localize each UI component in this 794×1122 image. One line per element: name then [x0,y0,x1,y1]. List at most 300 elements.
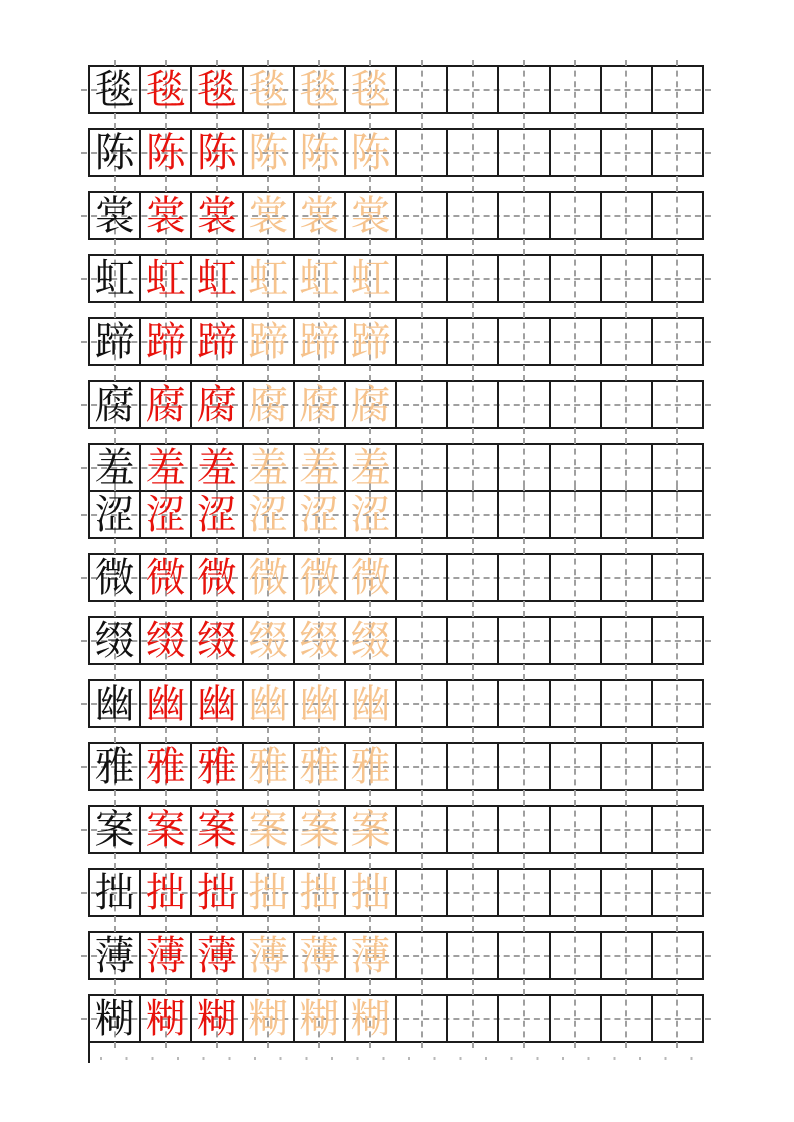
empty-cell [551,130,602,175]
practice-row [88,679,704,728]
model-cell [90,492,141,537]
empty-cell [397,492,448,537]
model-character: 虹 [94,255,135,302]
red-cell [141,492,192,537]
empty-cell [397,933,448,978]
trace-cell [295,744,346,789]
model-cell [90,382,141,427]
model-cell [90,681,141,726]
trace-cell [346,130,397,175]
red-character: 案 [196,806,237,853]
empty-cell [448,492,499,537]
practice-row [88,65,704,114]
trace-cell [244,256,295,301]
empty-cell [397,256,448,301]
practice-row [88,742,704,791]
practice-row [88,805,704,854]
trace-character: 涩 [350,491,391,538]
empty-cell [499,492,550,537]
red-cell [141,382,192,427]
empty-cell [397,193,448,238]
empty-cell [397,130,448,175]
empty-cell [653,870,702,915]
empty-cell [397,555,448,600]
trace-character: 蹄 [248,318,289,365]
trace-cell [346,382,397,427]
trace-character: 案 [248,806,289,853]
empty-cell [551,555,602,600]
trace-character: 毯 [350,66,391,113]
trace-cell [244,445,295,490]
trace-cell [295,555,346,600]
empty-cell [551,807,602,852]
trace-character: 拙 [350,869,391,916]
red-cell [141,193,192,238]
trace-cell [244,807,295,852]
empty-cell [499,996,550,1041]
red-cell [141,996,192,1041]
empty-cell [653,933,702,978]
red-character: 涩 [196,491,237,538]
trace-character: 案 [299,806,340,853]
red-character: 微 [196,554,237,601]
practice-row [88,443,704,492]
empty-cell [602,492,653,537]
trace-cell [244,555,295,600]
empty-cell [448,555,499,600]
red-character: 幽 [196,680,237,727]
empty-cell [653,492,702,537]
practice-row [88,254,704,303]
red-character: 拙 [196,869,237,916]
empty-cell [602,193,653,238]
empty-cell [448,996,499,1041]
practice-grid [88,65,704,1057]
empty-cell [551,193,602,238]
red-character: 案 [145,806,186,853]
trace-character: 拙 [299,869,340,916]
trace-cell [244,870,295,915]
model-character: 拙 [94,869,135,916]
trace-character: 陈 [299,129,340,176]
model-cell [90,555,141,600]
empty-cell [551,492,602,537]
empty-cell [551,996,602,1041]
trace-character: 涩 [248,491,289,538]
trace-character: 毯 [299,66,340,113]
red-character: 雅 [196,743,237,790]
empty-cell [653,256,702,301]
red-cell [141,555,192,600]
trace-character: 虹 [299,255,340,302]
empty-cell [602,445,653,490]
red-character: 蹄 [145,318,186,365]
empty-cell [397,618,448,663]
trace-character: 虹 [248,255,289,302]
empty-cell [602,681,653,726]
empty-cell [499,933,550,978]
trace-character: 蹄 [299,318,340,365]
red-cell [192,618,243,663]
red-cell [141,67,192,112]
empty-cell [653,555,702,600]
red-cell [141,319,192,364]
trace-character: 薄 [248,932,289,979]
empty-cell [551,744,602,789]
empty-cell [602,555,653,600]
trace-cell [346,319,397,364]
trace-character: 裳 [350,192,391,239]
practice-row [88,616,704,665]
red-cell [192,681,243,726]
empty-cell [397,807,448,852]
red-cell [141,256,192,301]
red-cell [192,193,243,238]
trace-character: 糊 [299,995,340,1042]
empty-cell [499,193,550,238]
red-cell [192,445,243,490]
trace-character: 糊 [248,995,289,1042]
trace-character: 微 [248,554,289,601]
trace-character: 雅 [350,743,391,790]
trace-cell [346,256,397,301]
empty-cell [499,744,550,789]
empty-cell [653,681,702,726]
empty-cell [653,445,702,490]
red-cell [192,996,243,1041]
trace-character: 雅 [248,743,289,790]
trace-cell [295,193,346,238]
empty-cell [448,807,499,852]
trace-character: 糊 [350,995,391,1042]
practice-row [88,490,704,539]
red-character: 腐 [196,381,237,428]
trace-cell [244,130,295,175]
trace-character: 裳 [248,192,289,239]
red-cell [141,933,192,978]
trace-cell [346,870,397,915]
trace-character: 腐 [350,381,391,428]
trace-cell [295,382,346,427]
empty-cell [397,681,448,726]
empty-cell [602,130,653,175]
trace-character: 微 [350,554,391,601]
red-cell [141,870,192,915]
empty-cell [551,67,602,112]
red-cell [141,807,192,852]
red-cell [192,130,243,175]
model-cell [90,933,141,978]
empty-cell [653,193,702,238]
empty-cell [602,382,653,427]
empty-cell [551,319,602,364]
empty-cell [448,319,499,364]
empty-cell [602,870,653,915]
practice-row [88,868,704,917]
empty-cell [448,193,499,238]
red-character: 缀 [196,617,237,664]
empty-cell [653,130,702,175]
trace-cell [346,744,397,789]
trace-cell [346,996,397,1041]
empty-cell [448,256,499,301]
empty-cell [602,933,653,978]
red-character: 陈 [145,129,186,176]
red-character: 薄 [196,932,237,979]
model-cell [90,744,141,789]
red-character: 裳 [196,192,237,239]
red-cell [192,870,243,915]
empty-cell [448,618,499,663]
empty-cell [551,870,602,915]
empty-cell [551,256,602,301]
trace-character: 缀 [299,617,340,664]
empty-cell [602,67,653,112]
trace-character: 幽 [248,680,289,727]
red-cell [141,130,192,175]
trace-character: 幽 [350,680,391,727]
empty-cell [499,445,550,490]
empty-cell [602,807,653,852]
red-character: 虹 [196,255,237,302]
trace-cell [244,492,295,537]
trace-cell [244,618,295,663]
model-character: 蹄 [94,318,135,365]
trace-character: 腐 [299,381,340,428]
empty-cell [499,130,550,175]
red-cell [192,744,243,789]
trace-cell [244,193,295,238]
trace-cell [295,445,346,490]
model-cell [90,67,141,112]
empty-cell [499,618,550,663]
trace-cell [346,933,397,978]
model-cell [90,130,141,175]
trace-character: 陈 [350,129,391,176]
trace-character: 拙 [248,869,289,916]
empty-cell [551,445,602,490]
model-cell [90,870,141,915]
empty-cell [448,67,499,112]
model-cell [90,445,141,490]
empty-cell [499,319,550,364]
practice-row [88,191,704,240]
practice-row [88,380,704,429]
empty-cell [499,681,550,726]
cutoff-row-guide-ticks [88,1057,704,1060]
trace-character: 裳 [299,192,340,239]
empty-cell [397,67,448,112]
trace-cell [295,67,346,112]
empty-cell [448,445,499,490]
trace-character: 幽 [299,680,340,727]
model-character: 腐 [94,381,135,428]
trace-character: 涩 [299,491,340,538]
red-character: 拙 [145,869,186,916]
practice-row [88,128,704,177]
model-character: 薄 [94,932,135,979]
empty-cell [397,382,448,427]
red-cell [192,67,243,112]
red-character: 蹄 [196,318,237,365]
red-character: 羞 [145,444,186,491]
trace-character: 羞 [299,444,340,491]
trace-cell [346,807,397,852]
red-character: 涩 [145,491,186,538]
trace-cell [244,382,295,427]
empty-cell [499,67,550,112]
red-character: 缀 [145,617,186,664]
empty-cell [602,996,653,1041]
trace-cell [295,996,346,1041]
empty-cell [602,618,653,663]
red-cell [141,744,192,789]
trace-cell [244,319,295,364]
trace-character: 雅 [299,743,340,790]
empty-cell [499,256,550,301]
red-character: 裳 [145,192,186,239]
model-cell [90,618,141,663]
empty-cell [448,870,499,915]
trace-character: 缀 [350,617,391,664]
model-cell [90,996,141,1041]
trace-character: 薄 [299,932,340,979]
red-character: 幽 [145,680,186,727]
empty-cell [499,807,550,852]
model-character: 陈 [94,129,135,176]
empty-cell [397,744,448,789]
empty-cell [653,807,702,852]
model-cell [90,193,141,238]
empty-cell [448,681,499,726]
empty-cell [653,67,702,112]
trace-cell [295,492,346,537]
trace-cell [244,681,295,726]
model-character: 微 [94,554,135,601]
practice-row [88,994,704,1043]
model-character: 幽 [94,680,135,727]
practice-row [88,317,704,366]
red-cell [192,555,243,600]
trace-cell [295,130,346,175]
red-cell [141,445,192,490]
trace-character: 羞 [248,444,289,491]
trace-character: 毯 [248,66,289,113]
red-character: 糊 [145,995,186,1042]
red-cell [192,382,243,427]
empty-cell [397,870,448,915]
trace-character: 陈 [248,129,289,176]
practice-row [88,931,704,980]
empty-cell [448,933,499,978]
red-character: 羞 [196,444,237,491]
trace-cell [346,555,397,600]
empty-cell [499,555,550,600]
model-character: 雅 [94,743,135,790]
trace-character: 腐 [248,381,289,428]
red-character: 雅 [145,743,186,790]
trace-cell [346,193,397,238]
red-character: 毯 [145,66,186,113]
model-character: 毯 [94,66,135,113]
trace-cell [295,256,346,301]
red-character: 陈 [196,129,237,176]
model-character: 羞 [94,444,135,491]
model-character: 涩 [94,491,135,538]
model-cell [90,807,141,852]
empty-cell [499,382,550,427]
trace-character: 薄 [350,932,391,979]
practice-row [88,553,704,602]
trace-cell [295,870,346,915]
model-character: 缀 [94,617,135,664]
empty-cell [499,870,550,915]
trace-cell [346,618,397,663]
red-character: 糊 [196,995,237,1042]
trace-cell [346,67,397,112]
red-character: 腐 [145,381,186,428]
empty-cell [448,130,499,175]
empty-cell [551,382,602,427]
empty-cell [551,618,602,663]
empty-cell [551,933,602,978]
model-character: 案 [94,806,135,853]
trace-character: 案 [350,806,391,853]
trace-cell [346,681,397,726]
trace-cell [295,618,346,663]
model-cell [90,319,141,364]
trace-cell [295,681,346,726]
red-character: 毯 [196,66,237,113]
trace-character: 缀 [248,617,289,664]
empty-cell [397,445,448,490]
empty-cell [653,744,702,789]
red-cell [192,492,243,537]
empty-cell [397,319,448,364]
trace-cell [295,807,346,852]
trace-cell [295,319,346,364]
empty-cell [602,744,653,789]
red-character: 虹 [145,255,186,302]
empty-cell [602,256,653,301]
trace-cell [295,933,346,978]
empty-cell [551,681,602,726]
trace-cell [244,933,295,978]
trace-cell [244,996,295,1041]
trace-cell [346,492,397,537]
model-cell [90,256,141,301]
trace-character: 虹 [350,255,391,302]
trace-cell [244,744,295,789]
empty-cell [653,996,702,1041]
trace-cell [244,67,295,112]
empty-cell [653,618,702,663]
trace-character: 蹄 [350,318,391,365]
empty-cell [397,996,448,1041]
trace-character: 羞 [350,444,391,491]
empty-cell [448,382,499,427]
trace-cell [346,445,397,490]
empty-cell [448,744,499,789]
model-character: 裳 [94,192,135,239]
red-cell [192,807,243,852]
empty-cell [653,382,702,427]
red-cell [141,681,192,726]
empty-cell [653,319,702,364]
red-cell [192,933,243,978]
red-cell [141,618,192,663]
red-cell [192,319,243,364]
